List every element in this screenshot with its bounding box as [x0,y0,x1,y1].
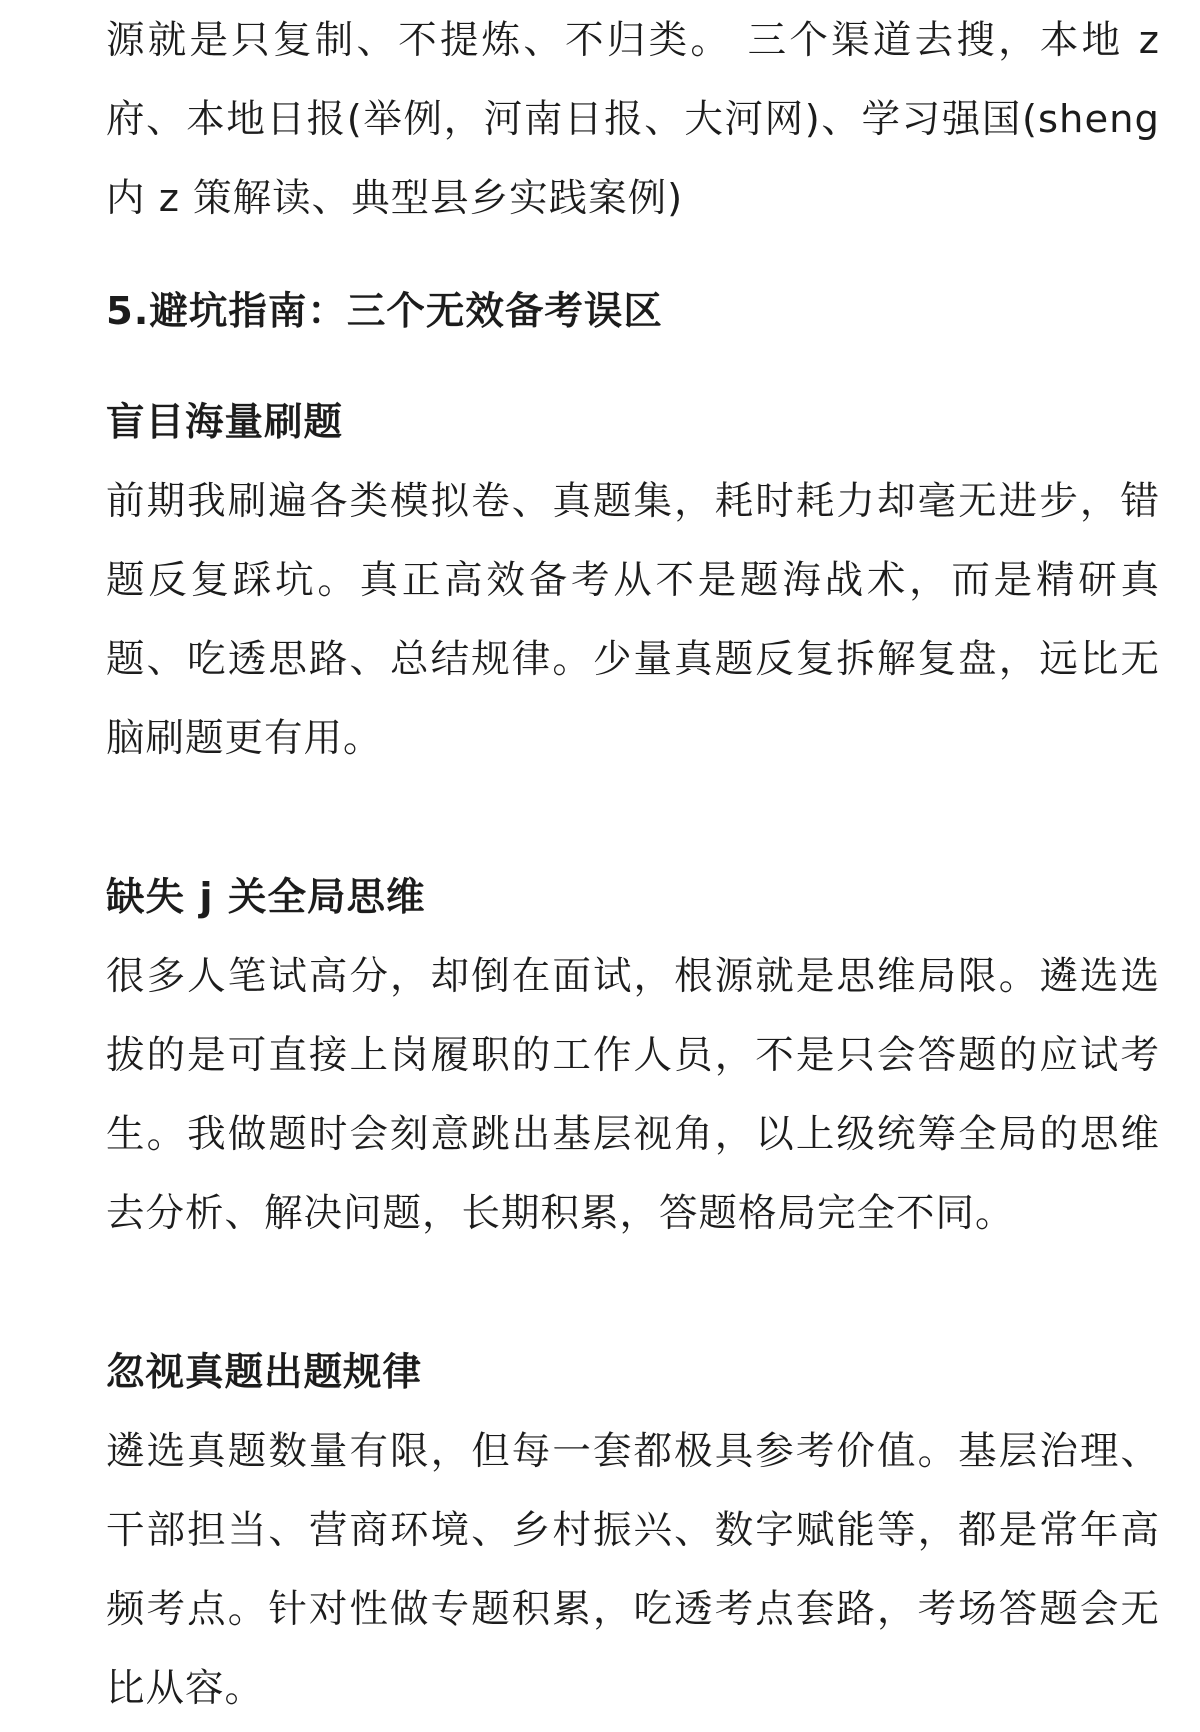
pitfall-body: 很多人笔试高分，却倒在面试，根源就是思维局限。遴选选拔的是可直接上岗履职的工作人员，不是只会答题的应试考生。我做题时会刻意跳出基层视角，以上级统筹全局的思维去分析、解决问题，长期积累，答题格局完全不同。 [106,954,1160,1236]
pitfall-body: 遴选真题数量有限，但每一套都极具参考价值。基层治理、干部担当、营商环境、乡村振兴、数字赋能等，都是常年高频考点。针对性做专题积累，吃透考点套路，考场答题会无比从容。 [106,1429,1160,1711]
pitfall-item [106,383,1160,778]
section-heading: 5.避坑指南：三个无效备考误区 [106,289,663,334]
pitfall-title: 忽视真题出题规律 [106,1350,423,1395]
pitfall-title: 盲目海量刷题 [106,400,344,445]
pitfall-title: 缺失 j 关全局思维 [106,875,426,920]
pitfall-item [106,1333,1160,1728]
pitfall-body: 前期我刷遍各类模拟卷、真题集，耗时耗力却毫无进步，错题反复踩坑。真正高效备考从不是题海战术，而是精研真题、吃透思路、总结规律。少量真题反复拆解复盘，远比无脑刷题更有用。 [106,479,1160,761]
intro-paragraph: 源就是只复制、不提炼、不归类。 三个渠道去搜，本地 z 府、本地日报(举例，河南日报、大河网)、学习强国(sheng 内 z 策解读、典型县乡实践案例) [106,18,1160,221]
pitfall-item [106,858,1160,1253]
article-body [106,0,1160,1728]
